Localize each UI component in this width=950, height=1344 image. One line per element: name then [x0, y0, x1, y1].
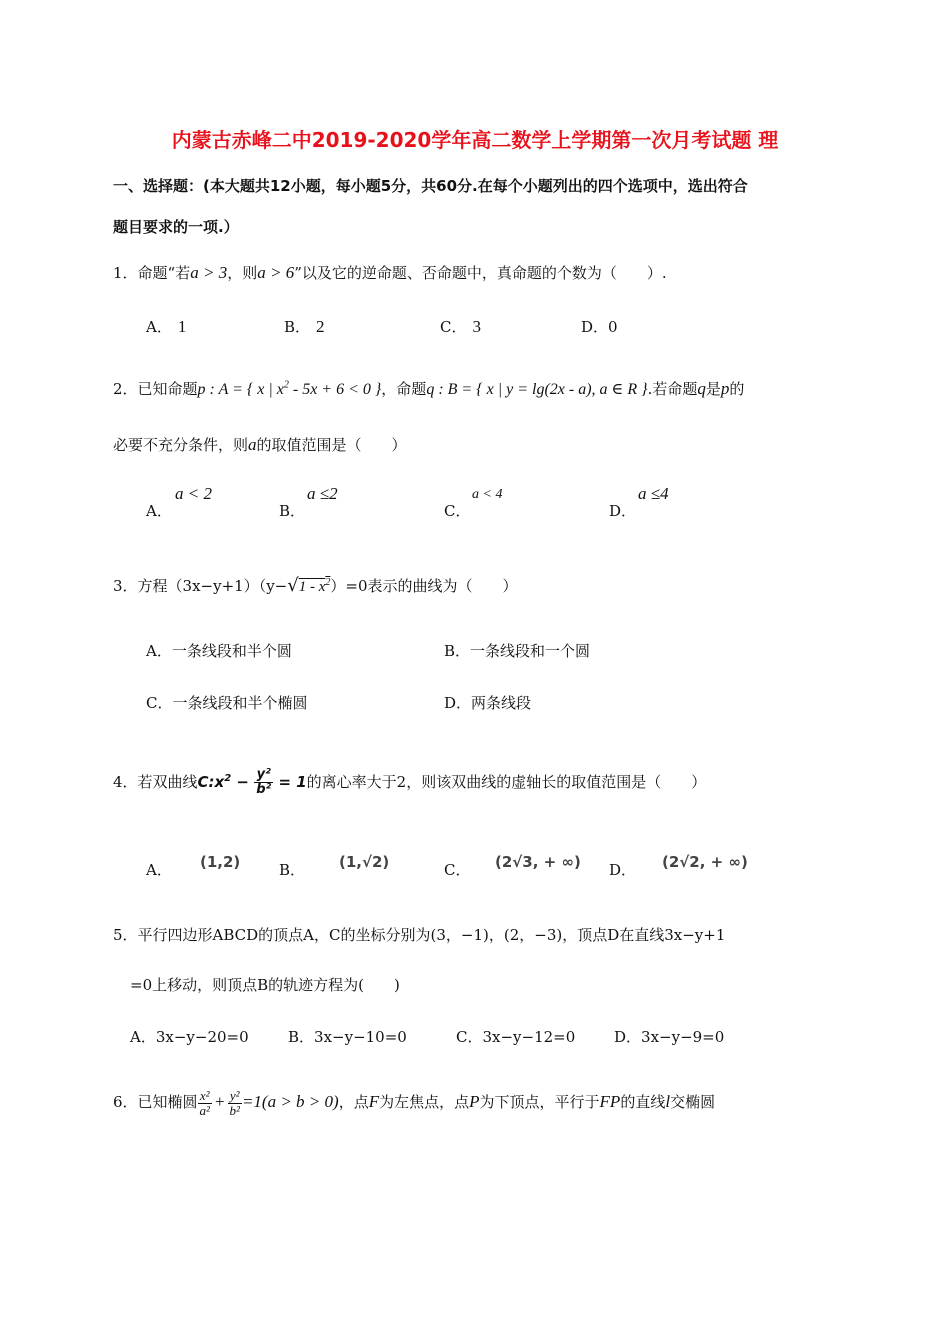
q6-fraction-x: $\frac{\text{x²}}{\text{a²}}$	[199, 1087, 210, 1118]
q1-option-d: D．0	[581, 318, 618, 336]
q1-math-2: a > 6	[257, 263, 295, 282]
q2-math-q: q : B = { x | y = lg(2x - a), a ∈ R }	[426, 381, 648, 398]
question-6: 6．已知椭圆 $\frac{\text{x²}}{\text{a²}}$ + $\frac{\text{y²}}{\text{b²}}$ =1(a > b > 0)，点F为左焦点，点P为下顶点，平行于FP的直线l交椭圆	[113, 1087, 716, 1118]
q4-option-b-value: (1,√2)	[339, 853, 390, 871]
q1-text-3: ”以及它的逆命题、否命题中，真命题的个数为（ ）.	[294, 264, 667, 282]
q5-option-a: A．3x−y−20=0	[130, 1028, 249, 1046]
q2-option-b-label: B．	[279, 502, 306, 520]
section-heading-line1: 一、选择题：(本大题共12小题，每小题5分，共60分.在每个小题列出的四个选项中，选出符合	[113, 177, 748, 195]
q4-option-d-value: (2√2, + ∞)	[662, 853, 748, 871]
q2-option-d-label: D．	[609, 502, 637, 520]
question-4: 4．若双曲线$C:x^2$ − $\frac{\text{y²}}{\text{b²}}$ = 1的离心率大于2，则该双曲线的虚轴长的取值范围是（ ）	[113, 767, 707, 797]
question-1	[113, 262, 667, 283]
q4-option-c-value: (2√3, + ∞)	[495, 853, 581, 871]
q2-math-p-var: p	[720, 379, 730, 398]
q6-fraction-y: $\frac{\text{y²}}{\text{b²}}$	[229, 1087, 240, 1118]
q2-text-2: ，命题	[381, 380, 427, 398]
q1-text-2: ，则	[227, 264, 258, 282]
q5-option-b: B．3x−y−10=0	[288, 1028, 407, 1046]
q2-option-c-label: C．	[444, 502, 471, 520]
q5-option-c: C．3x−y−12=0	[456, 1028, 576, 1046]
question-5-line2: =0上移动，则顶点B的轨迹方程为( )	[130, 976, 400, 994]
q2-option-a-value: a < 2	[175, 484, 212, 503]
q2-option-d-value: a ≤4	[638, 484, 669, 503]
q2-text-5: 的	[729, 380, 745, 398]
q4-option-a-label: A．	[146, 861, 172, 879]
q3-option-a: A．一条线段和半个圆	[146, 642, 292, 660]
question-3: 3．方程$(3x-y+1)(y-√1 - x^2)=0$表示的曲线为（ ）	[113, 575, 518, 596]
q4-option-c-label: C．	[444, 861, 471, 879]
q1-math-1: a > 3	[190, 263, 228, 282]
q2-text-1: 2．已知命题	[113, 380, 198, 398]
q1-text-1: 1．命题“若	[113, 264, 191, 282]
q2-option-a-label: A．	[146, 502, 172, 520]
q5-option-d: D．3x−y−9=0	[614, 1028, 725, 1046]
q1-option-b: B． 2	[284, 317, 325, 336]
q2-math-q-var: q	[697, 379, 706, 398]
q2-text-4: 是	[705, 380, 721, 398]
question-2-line2: 必要不充分条件，则a的取值范围是（ ）	[113, 435, 407, 454]
q4-option-d-label: D．	[609, 861, 637, 879]
q4-option-a-value: (1,2)	[200, 853, 241, 871]
q3-option-d: D．两条线段	[444, 694, 532, 712]
q2-text-3: .若命题	[647, 380, 698, 398]
q4-option-b-label: B．	[279, 861, 306, 879]
q1-option-c: C． 3	[440, 317, 481, 336]
q4-hyperbola-equation: $C:x^2$ − $\frac{\text{y²}}{\text{b²}}$ = 1	[197, 767, 307, 797]
q2-option-c-value: a < 4	[472, 487, 503, 502]
q3-option-b: B．一条线段和一个圆	[444, 642, 591, 660]
question-2	[113, 378, 744, 399]
q2-option-b-value: a ≤2	[307, 484, 338, 503]
q1-option-a: A． 1	[146, 317, 187, 336]
q2-math-p: p : A = { x | $x^2 - 5x + 6 < 0$ }	[197, 379, 382, 398]
question-5-line1: 5．平行四边形ABCD的顶点A，C的坐标分别为(3，−1)，(2，−3)，顶点D在直线3x−y+1	[113, 926, 726, 944]
q3-option-c: C．一条线段和半个椭圆	[146, 694, 308, 712]
section-heading-line2: 题目要求的一项.）	[113, 218, 239, 236]
page-title: 内蒙古赤峰二中2019-2020学年高二数学上学期第一次月考试题 理	[171, 128, 779, 152]
